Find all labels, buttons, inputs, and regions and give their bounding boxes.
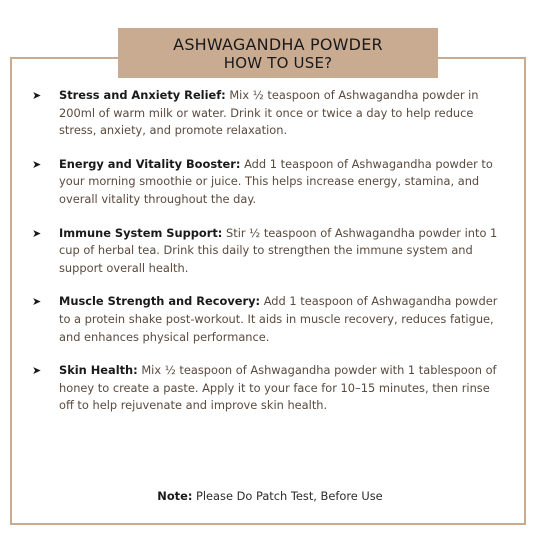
list-item-skin-health bbox=[32, 362, 502, 415]
item-heading: Muscle Strength and Recovery: bbox=[59, 294, 261, 309]
item-heading: Skin Health: bbox=[59, 363, 138, 378]
page-title: ASHWAGANDHA POWDER bbox=[173, 35, 383, 54]
item-text: Add 1 teaspoon of Ashwagandha powder to a protein shake post-workout. It aids in muscle recovery, reduces fatigue, and enhances physical performance. bbox=[59, 294, 498, 344]
item-text: Mix ½ teaspoon of Ashwagandha powder in 200ml of warm milk or water. Drink it once or twice a day to help reduce stress, anxiety, and promote relaxation. bbox=[59, 88, 479, 138]
note-label: Note: bbox=[157, 489, 193, 503]
item-text: Add 1 teaspoon of Ashwagandha powder to your morning smoothie or juice. This helps increase energy, stamina, and overall vitality throughout the day. bbox=[59, 156, 493, 206]
note-text: Please Do Patch Test, Before Use bbox=[196, 489, 383, 503]
item-text: Mix ½ teaspoon of Ashwagandha powder with 1 tablespoon of honey to create a paste. Apply it to your face for 10–15 minutes, then rinse off to help rejuvenate and improve skin health. bbox=[59, 363, 497, 413]
item-heading: Immune System Support: bbox=[59, 225, 223, 240]
usage-list bbox=[32, 87, 502, 431]
arrow-bullet-icon: ➤ bbox=[32, 157, 42, 171]
title-banner bbox=[118, 28, 438, 78]
arrow-bullet-icon: ➤ bbox=[32, 226, 42, 240]
arrow-bullet-icon: ➤ bbox=[32, 295, 42, 309]
list-item-immune-support bbox=[32, 225, 502, 278]
list-item-energy-booster bbox=[32, 156, 502, 209]
patch-test-note bbox=[0, 489, 540, 503]
item-text: Stir ½ teaspoon of Ashwagandha powder into 1 cup of herbal tea. Drink this daily to strengthen the immune system and support overall health. bbox=[59, 225, 498, 275]
item-heading: Stress and Anxiety Relief: bbox=[59, 88, 226, 102]
list-item-muscle-recovery bbox=[32, 293, 502, 346]
item-heading: Energy and Vitality Booster: bbox=[59, 156, 241, 171]
arrow-bullet-icon: ➤ bbox=[32, 89, 42, 102]
page-subtitle: HOW TO USE? bbox=[223, 54, 333, 72]
list-item-stress-relief bbox=[32, 87, 502, 140]
arrow-bullet-icon: ➤ bbox=[32, 364, 42, 378]
